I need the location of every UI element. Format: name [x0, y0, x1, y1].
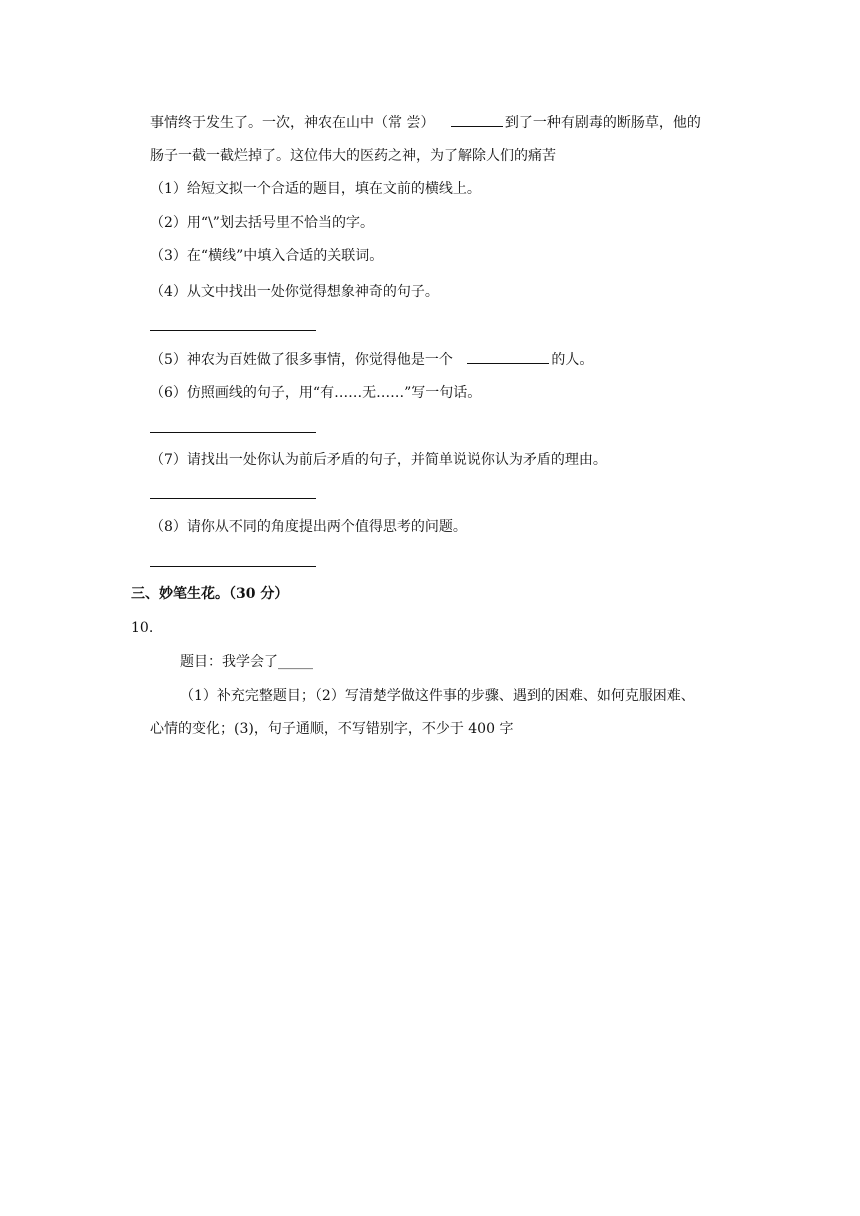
answer-line-6[interactable] — [150, 432, 316, 433]
question-5-text: （5）神农为百姓做了很多事情，你觉得他是一个 — [150, 352, 453, 368]
essay-requirements-1: （1）补充完整题目；（2）写清楚学做这件事的步骤、遇到的困难、如何克服困难、 — [180, 688, 695, 704]
section-heading: 三、妙笔生花。（30 分） — [131, 586, 289, 602]
essay-prompt-title: 题目：我学会了_____ — [180, 654, 313, 670]
passage-text: 事情终于发生了。一次，神农在山中（常 尝） — [150, 115, 435, 131]
question-8: （8）请你从不同的角度提出两个值得思考的问题。 — [150, 519, 467, 535]
question-5 — [150, 349, 593, 370]
question-6: （6）仿照画线的句子，用“有……无……”写一句话。 — [150, 385, 482, 401]
question-2: （2）用“\”划去括号里不恰当的字。 — [150, 215, 374, 231]
question-1: （1）给短文拟一个合适的题目，填在文前的横线上。 — [150, 181, 481, 197]
question-number: 10. — [131, 620, 154, 636]
passage-line-2: 肠子一截一截烂掉了。这位伟大的医药之神，为了解除人们的痛苦 — [150, 148, 556, 164]
answer-line-7[interactable] — [150, 498, 316, 499]
conjunction-blank[interactable] — [451, 112, 503, 127]
answer-line-4[interactable] — [150, 330, 316, 331]
question-4: （4）从文中找出一处你觉得想象神奇的句子。 — [150, 284, 439, 300]
question-3: （3）在“横线”中填入合适的关联词。 — [150, 248, 384, 264]
question-5-suffix: 的人。 — [551, 352, 594, 368]
essay-requirements-2: 心情的变化；(3)，句子通顺，不写错别字，不少于 400 字 — [150, 721, 514, 737]
question-7: （7）请找出一处你认为前后矛盾的句子，并简单说说你认为矛盾的理由。 — [150, 452, 607, 468]
passage-line-1 — [150, 112, 701, 133]
passage-text: 到了一种有剧毒的断肠草，他的 — [504, 115, 701, 131]
answer-blank-5[interactable] — [467, 349, 549, 364]
answer-line-8[interactable] — [150, 566, 316, 567]
